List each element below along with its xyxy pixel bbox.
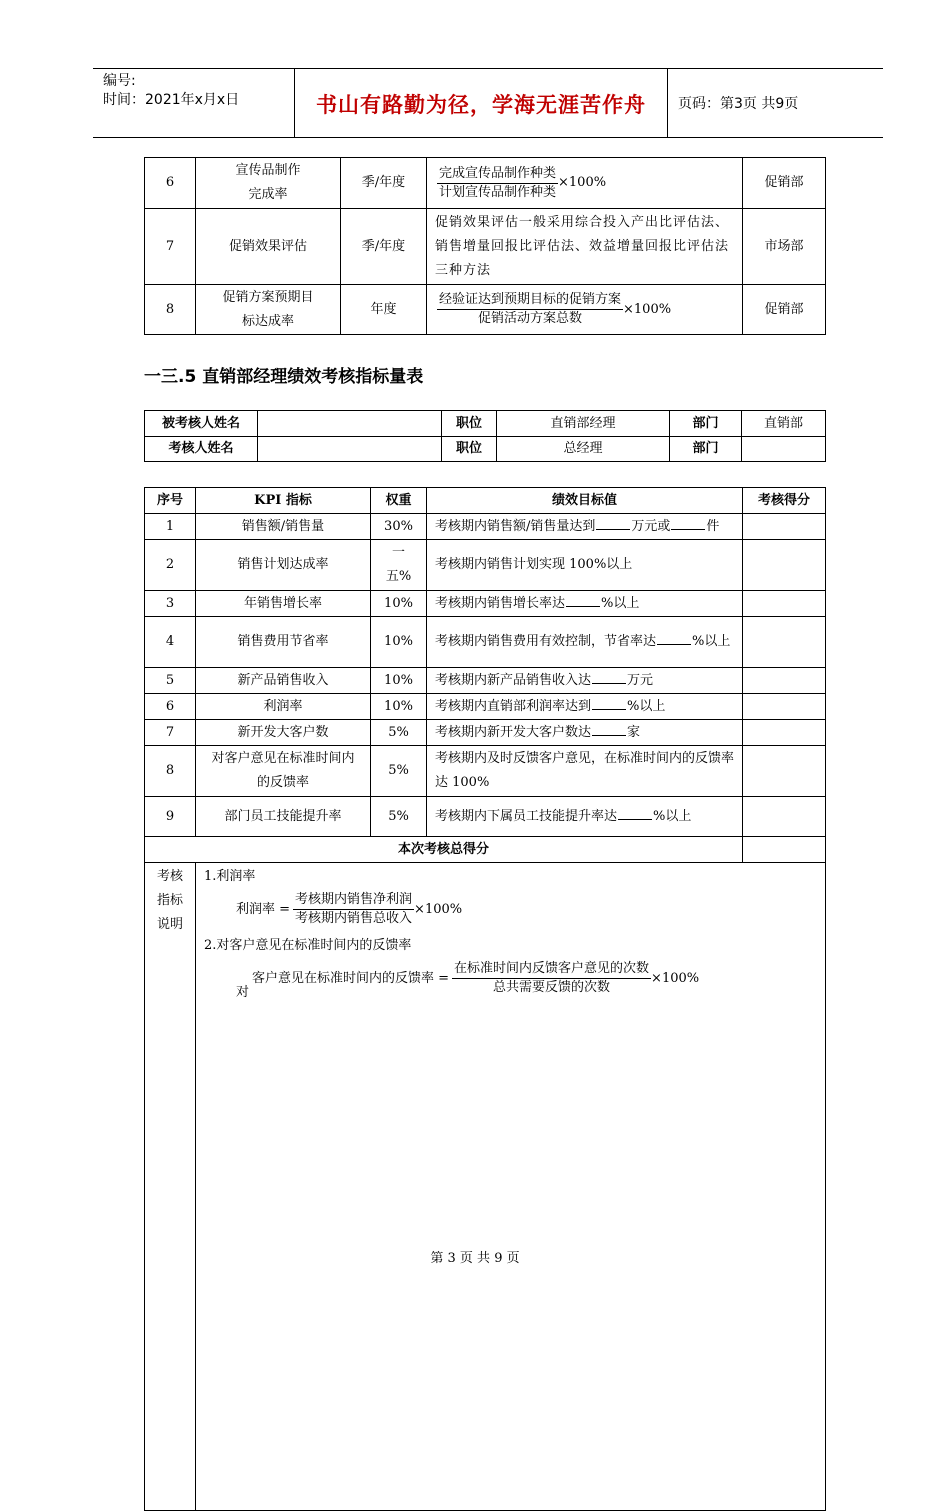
- row-score: [743, 514, 826, 540]
- note-1-title: 1.利润率: [204, 869, 256, 884]
- table-row: [145, 209, 826, 285]
- promotion-kpi-table: [144, 157, 826, 335]
- multiplier: ×100%: [623, 301, 672, 317]
- header-kpi: KPI 指标: [196, 488, 371, 514]
- row-weight: 一五%: [371, 540, 427, 591]
- page-footer: 第 3 页 共 9 页: [430, 1251, 520, 1266]
- row-dept: 市场部: [743, 209, 826, 285]
- row-no: 6: [145, 158, 196, 209]
- code-label: 编号:: [103, 73, 136, 89]
- section-title: 一三.5 直销部经理绩效考核指标量表: [144, 367, 424, 387]
- row-no: 5: [145, 668, 196, 694]
- denominator: 促销活动方案总数: [478, 311, 583, 326]
- header-no: 序号: [145, 488, 196, 514]
- row-kpi: 新产品销售收入: [196, 668, 371, 694]
- row-target: 考核期内销售增长率达 %以上: [427, 591, 743, 617]
- row-kpi: 销售计划达成率: [196, 540, 371, 591]
- row-target: 考核期内销售额/销售量达到 万元或 件: [427, 514, 743, 540]
- notes-content: [196, 863, 826, 1511]
- row-target: 考核期内新产品销售收入达 万元: [427, 668, 743, 694]
- row-cycle: 季/年度: [341, 209, 427, 285]
- position-label: 职位: [442, 437, 497, 462]
- dept-label: 部门: [670, 437, 742, 462]
- row-formula: [427, 158, 743, 209]
- row-kpi: 销售费用节省率: [196, 617, 371, 668]
- dept-value: [742, 437, 826, 462]
- denominator: 计划宣传品制作种类: [439, 184, 557, 200]
- header-score: 考核得分: [743, 488, 826, 514]
- numerator: 经验证达到预期目标的促销方案: [437, 291, 623, 310]
- row-score: [743, 694, 826, 720]
- fraction: [437, 291, 671, 328]
- table-row: [145, 514, 826, 540]
- position-label: 职位: [442, 411, 497, 437]
- assessee-name-label: 被考核人姓名: [145, 411, 258, 437]
- row-score: [743, 591, 826, 617]
- multiplier: ×100%: [558, 175, 607, 190]
- note-2-title: 2.对客户意见在标准时间内的反馈率: [204, 938, 412, 953]
- row-score: [743, 720, 826, 746]
- row-dept: 促销部: [743, 158, 826, 209]
- row-no: 1: [145, 514, 196, 540]
- row-score: [743, 617, 826, 668]
- table-row: [145, 720, 826, 746]
- notes-row: [145, 863, 826, 1511]
- row-target: 考核期内销售计划实现 100%以上: [427, 540, 743, 591]
- row-weight: 5%: [371, 746, 427, 797]
- position-value: 直销部经理: [497, 411, 670, 437]
- row-kpi: 年销售增长率: [196, 591, 371, 617]
- row-kpi: 利润率: [196, 694, 371, 720]
- row-kpi: 对客户意见在标准时间内的反馈率: [196, 746, 371, 797]
- row-name: 促销方案预期目标达成率: [196, 285, 341, 335]
- row-target: 考核期内及时反馈客户意见，在标准时间内的反馈率达 100%: [427, 746, 743, 797]
- row-target: 考核期内销售费用有效控制，节省率达 %以上: [427, 617, 743, 668]
- note-2-formula: 客户意见在标准时间内的反馈率 = 在标准时间内反馈客户意见的次数 总共需要反馈的次数 ×100%: [252, 961, 700, 995]
- row-target: 考核期内下属员工技能提升率达 %以上: [427, 797, 743, 837]
- row-no: 7: [145, 209, 196, 285]
- row-cycle: 年度: [341, 285, 427, 335]
- time-label: 时间：2021年x月x日: [103, 92, 240, 108]
- row-no: 9: [145, 797, 196, 837]
- table-row: [145, 797, 826, 837]
- header-motto: 书山有路勤为径，学海无涯苦作舟: [316, 93, 646, 117]
- table-row: [145, 158, 826, 209]
- row-dept: 促销部: [743, 285, 826, 335]
- row-weight: 30%: [371, 514, 427, 540]
- row-weight: 10%: [371, 617, 427, 668]
- position-value: 总经理: [497, 437, 670, 462]
- table-row: [145, 540, 826, 591]
- table-row: [145, 694, 826, 720]
- fraction: [437, 165, 606, 202]
- row-kpi: 新开发大客户数: [196, 720, 371, 746]
- row-no: 3: [145, 591, 196, 617]
- table-row: [145, 411, 826, 437]
- row-target: 考核期内直销部利润率达到 %以上: [427, 694, 743, 720]
- assessee-info-table: [144, 410, 826, 462]
- numerator: 完成宣传品制作种类: [437, 165, 558, 184]
- row-weight: 10%: [371, 694, 427, 720]
- notes-label: 考核指标说明: [145, 863, 196, 1511]
- kpi-table: [144, 487, 826, 1511]
- table-row: [145, 591, 826, 617]
- row-kpi: 部门员工技能提升率: [196, 797, 371, 837]
- total-row: [145, 837, 826, 863]
- table-row: [145, 285, 826, 335]
- row-score: [743, 746, 826, 797]
- table-row: [145, 617, 826, 668]
- table-row: [145, 746, 826, 797]
- header-meta: [103, 72, 293, 110]
- assessee-name-value: [258, 411, 442, 437]
- row-no: 8: [145, 285, 196, 335]
- dept-value: 直销部: [742, 411, 826, 437]
- table-row: [145, 437, 826, 462]
- row-weight: 5%: [371, 797, 427, 837]
- row-kpi: 销售额/销售量: [196, 514, 371, 540]
- table-row: [145, 668, 826, 694]
- row-weight: 10%: [371, 668, 427, 694]
- row-no: 6: [145, 694, 196, 720]
- row-score: [743, 668, 826, 694]
- row-no: 4: [145, 617, 196, 668]
- total-score-label: 本次考核总得分: [145, 837, 743, 863]
- table-header-row: [145, 488, 826, 514]
- row-weight: 5%: [371, 720, 427, 746]
- assessor-name-label: 考核人姓名: [145, 437, 258, 462]
- row-no: 7: [145, 720, 196, 746]
- dept-label: 部门: [670, 411, 742, 437]
- header-page-label: 页码：第3页 共9页: [678, 96, 799, 112]
- page-header: [93, 68, 883, 138]
- row-cycle: 季/年度: [341, 158, 427, 209]
- row-name: 促销效果评估: [196, 209, 341, 285]
- row-target: 考核期内新开发大客户数达 家: [427, 720, 743, 746]
- note-1-formula: 利润率 = 考核期内销售净利润 考核期内销售总收入 ×100%: [236, 892, 463, 926]
- row-no: 8: [145, 746, 196, 797]
- header-target: 绩效目标值: [427, 488, 743, 514]
- row-score: [743, 797, 826, 837]
- row-score: [743, 540, 826, 591]
- row-text: 促销效果评估一般采用综合投入产出比评估法、销售增量回报比评估法、效益增量回报比评估法三种方法: [427, 209, 743, 285]
- row-weight: 10%: [371, 591, 427, 617]
- total-score-value: [743, 837, 826, 863]
- row-formula: [427, 285, 743, 335]
- row-no: 2: [145, 540, 196, 591]
- note-2-prefix: 对: [236, 985, 250, 1000]
- row-name: 宣传品制作完成率: [196, 158, 341, 209]
- header-weight: 权重: [371, 488, 427, 514]
- assessor-name-value: [258, 437, 442, 462]
